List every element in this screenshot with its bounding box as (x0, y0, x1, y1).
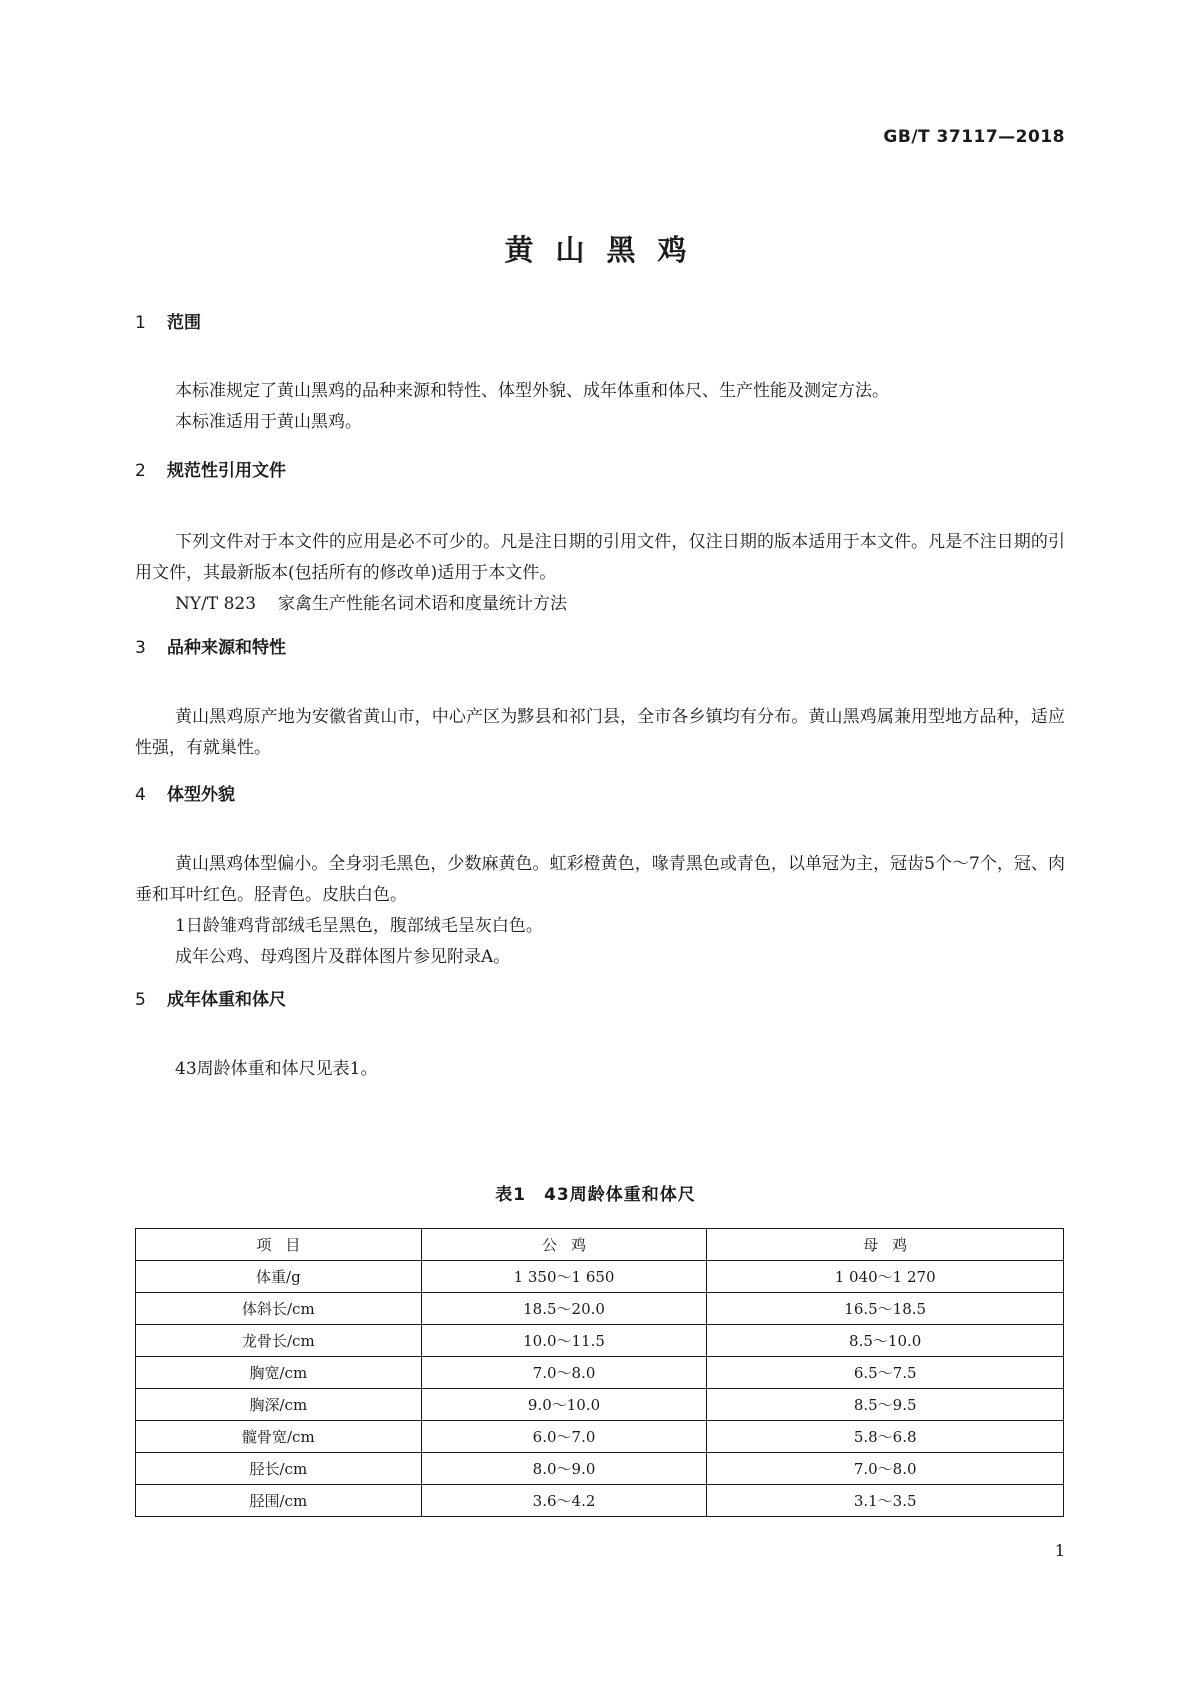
row-label-cell: 胫长/cm (136, 1453, 422, 1485)
section-heading (135, 636, 1065, 660)
row-label-cell: 髋骨宽/cm (136, 1421, 422, 1453)
section-normative-references (135, 459, 1065, 620)
rooster-value-cell: 8.0～9.0 (421, 1453, 707, 1485)
table-row (136, 1485, 1064, 1517)
row-label-cell: 体斜长/cm (136, 1293, 422, 1325)
rooster-value-cell: 18.5～20.0 (421, 1293, 707, 1325)
table-header-row (136, 1229, 1064, 1261)
section-title: 范围 (167, 313, 201, 333)
hen-value-cell: 7.0～8.0 (707, 1453, 1064, 1485)
column-header: 公鸡 (421, 1229, 707, 1261)
hen-value-cell: 3.1～3.5 (707, 1485, 1064, 1517)
paragraph: 本标准适用于黄山黑鸡。 (175, 412, 362, 432)
table-row (136, 1389, 1064, 1421)
section-origin (135, 636, 1065, 764)
reference-entry (135, 589, 1065, 620)
hen-value-cell: 5.8～6.8 (707, 1421, 1064, 1453)
section-number: 4 (135, 785, 146, 805)
section-title: 体型外貌 (167, 785, 235, 805)
section-heading (135, 988, 1065, 1012)
row-label-cell: 胸深/cm (136, 1389, 422, 1421)
standard-code: GB/T 37117—2018 (883, 127, 1065, 147)
table-row (136, 1357, 1064, 1389)
section-scope (135, 311, 1065, 438)
section-appearance (135, 783, 1065, 973)
section-body-weight (135, 988, 1065, 1085)
document-title: 黄山黑鸡 (504, 233, 709, 267)
paragraph: 1日龄雏鸡背部绒毛呈黑色，腹部绒毛呈灰白色。 (175, 916, 543, 936)
section-number: 1 (135, 313, 146, 333)
rooster-value-cell: 10.0～11.5 (421, 1325, 707, 1357)
section-number: 3 (135, 638, 146, 658)
section-number: 2 (135, 461, 146, 481)
hen-value-cell: 1 040～1 270 (707, 1261, 1064, 1293)
row-label-cell: 胫围/cm (136, 1485, 422, 1517)
column-header: 母鸡 (707, 1229, 1064, 1261)
table-row (136, 1261, 1064, 1293)
table-row (136, 1325, 1064, 1357)
row-label-cell: 胸宽/cm (136, 1357, 422, 1389)
paragraph: 43周龄体重和体尺见表1。 (175, 1059, 378, 1079)
page-number: 1 (1054, 1541, 1065, 1560)
section-title: 规范性引用文件 (167, 461, 286, 481)
paragraph: 黄山黑鸡体型偏小。全身羽毛黑色，少数麻黄色。虹彩橙黄色，喙青黑色或青色，以单冠为主，冠齿5个～7个，冠、肉垂和耳叶红色。胫青色。皮肤白色。 (135, 854, 1065, 905)
table-caption: 表1 43周龄体重和体尺 (495, 1185, 696, 1205)
section-heading (135, 783, 1065, 807)
body-measurement-table (135, 1228, 1064, 1517)
rooster-value-cell: 9.0～10.0 (421, 1389, 707, 1421)
reference-code: NY/T 823 (175, 594, 257, 614)
table-row (136, 1453, 1064, 1485)
hen-value-cell: 8.5～9.5 (707, 1389, 1064, 1421)
table-row (136, 1421, 1064, 1453)
hen-value-cell: 6.5～7.5 (707, 1357, 1064, 1389)
rooster-value-cell: 7.0～8.0 (421, 1357, 707, 1389)
hen-value-cell: 8.5～10.0 (707, 1325, 1064, 1357)
row-label-cell: 体重/g (136, 1261, 422, 1293)
section-title: 成年体重和体尺 (167, 990, 286, 1010)
paragraph: 本标准规定了黄山黑鸡的品种来源和特性、体型外貌、成年体重和体尺、生产性能及测定方法。 (175, 381, 889, 401)
table-row (136, 1293, 1064, 1325)
section-heading (135, 311, 1065, 335)
hen-value-cell: 16.5～18.5 (707, 1293, 1064, 1325)
row-label-cell: 龙骨长/cm (136, 1325, 422, 1357)
paragraph: 成年公鸡、母鸡图片及群体图片参见附录A。 (175, 947, 511, 967)
section-number: 5 (135, 990, 146, 1010)
rooster-value-cell: 1 350～1 650 (421, 1261, 707, 1293)
column-header: 项目 (136, 1229, 422, 1261)
rooster-value-cell: 3.6～4.2 (421, 1485, 707, 1517)
section-heading (135, 459, 1065, 483)
paragraph: 下列文件对于本文件的应用是必不可少的。凡是注日期的引用文件，仅注日期的版本适用于本文件。凡是不注日期的引用文件，其最新版本(包括所有的修改单)适用于本文件。 (135, 532, 1065, 583)
section-title: 品种来源和特性 (167, 638, 286, 658)
reference-title: 家禽生产性能名词术语和度量统计方法 (278, 594, 568, 614)
rooster-value-cell: 6.0～7.0 (421, 1421, 707, 1453)
paragraph: 黄山黑鸡原产地为安徽省黄山市，中心产区为黟县和祁门县，全市各乡镇均有分布。黄山黑鸡属兼用型地方品种，适应性强，有就巢性。 (135, 707, 1065, 758)
